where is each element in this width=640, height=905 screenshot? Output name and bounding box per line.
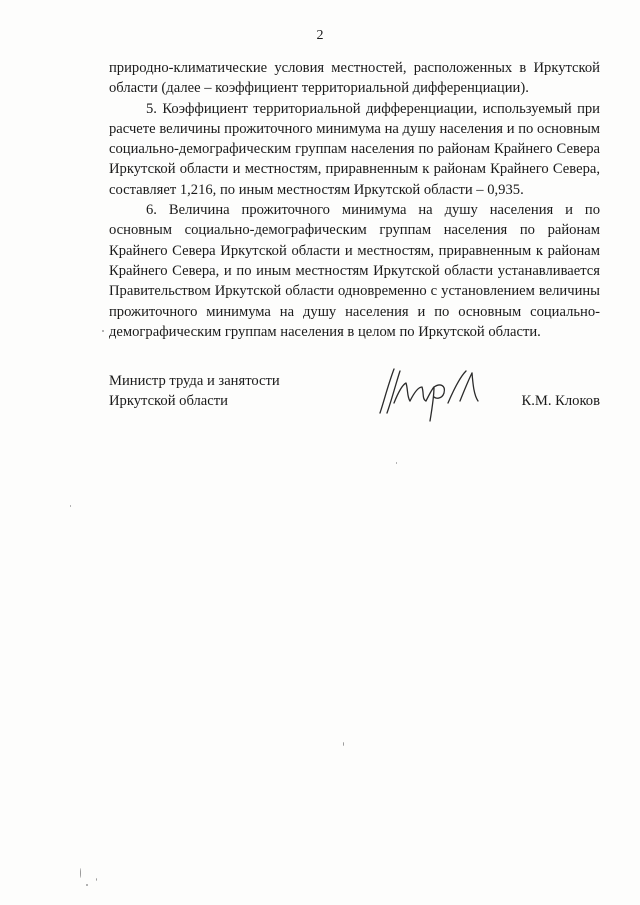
scan-speck	[96, 878, 97, 881]
scan-speck	[70, 505, 71, 507]
signer-position	[109, 371, 329, 411]
document-body	[109, 58, 600, 342]
signer-name: К.М. Клоков	[521, 393, 600, 409]
scan-speck	[80, 868, 81, 878]
scan-speck	[102, 330, 104, 332]
paragraph-intro-continuation: природно-климатические условия местностей, расположенных в Иркутской области (далее – коэффициент территориальной дифференциации).	[109, 60, 600, 97]
handwritten-signature	[374, 363, 494, 423]
paragraph-clause-5: 5. Коэффициент территориальной дифференциации, используемый при расчете величины прожиточного минимума на душу населения и по основным социально-демографическим группам населения по районам Крайнего Севера Иркутской области и местностям, приравненным к районам Крайнего Севера, составляет 1,216, по иным местностям Иркутской области – 0,935.	[109, 100, 600, 198]
page-number: 2	[316, 28, 324, 43]
scan-speck	[86, 884, 88, 886]
signer-position-line-1: Министр труда и занятости	[109, 373, 280, 389]
scan-speck	[396, 462, 397, 464]
signer-position-line-2: Иркутской области	[109, 393, 228, 409]
paragraph-clause-6: 6. Величина прожиточного минимума на душу населения и по основным социально-демографическим группам населения по районам Крайнего Севера Иркутской области и местностям, приравненным к районам Крайнего Севера, и по иным местностям Иркутской области устанавливается Правительством Иркутской области одновременно с установлением величины прожиточного минимума на душу населения и по основным социально-демографическим группам населения в целом по Иркутской области.	[109, 202, 600, 340]
scan-speck	[343, 742, 344, 746]
signature-block	[109, 371, 600, 431]
